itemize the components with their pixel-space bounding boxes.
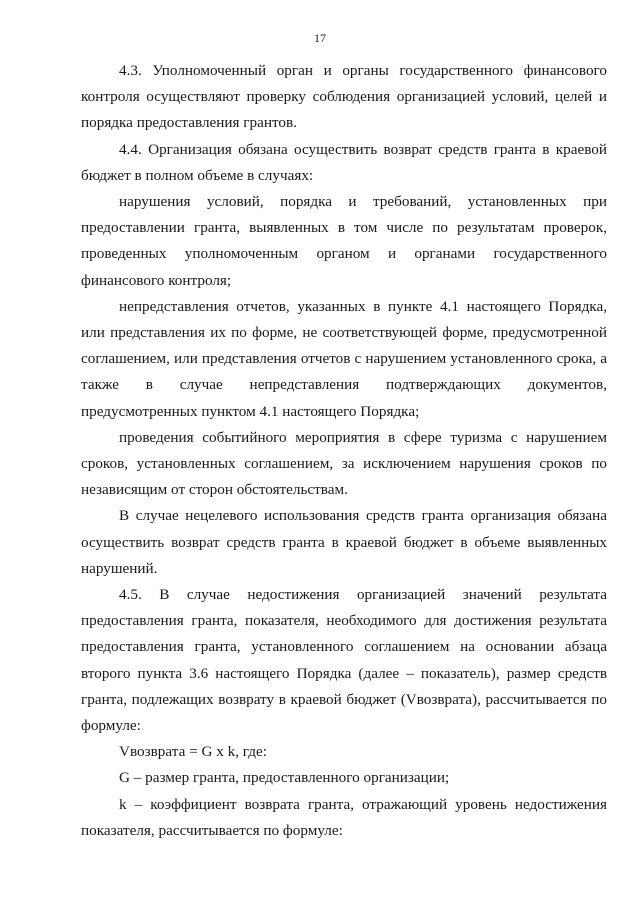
- paragraph-event-deadlines: проведения событийного мероприятия в сфере туризма с нарушением сроков, установленных соглашением, за исключением нарушения сроков по независящим от сторон обстоятельствам.: [81, 428, 607, 499]
- formula-refund: Vвозврата = G x k, где:: [119, 743, 267, 761]
- paragraph-misuse-of-funds: В случае нецелевого использования средств гранта организация обязана осуществить возврат средств гранта в краевой бюджет в объеме выявленных нарушений.: [81, 507, 607, 577]
- definition-k: k – коэффициент возврата гранта, отражающий уровень недостижения показателя, рассчитывается по формуле:: [81, 795, 607, 839]
- paragraph-4-4: 4.4. Организация обязана осуществить возврат средств гранта в краевой бюджет в полном объеме в случаях:: [81, 140, 607, 184]
- definition-g: G – размер гранта, предоставленного организации;: [119, 769, 450, 787]
- paragraph-reports-not-submitted: непредставления отчетов, указанных в пункте 4.1 настоящего Порядка, или представления их по форме, не соответствующей форме, предусмотренной соглашением, или представления отчетов с нарушением установленного срока, а также в случае непредставления подтверждающих документов, предусмотренных пунктом 4.1 настоящего Порядка;: [81, 297, 607, 420]
- paragraph-4-3: 4.3. Уполномоченный орган и органы государственного финансового контроля осуществляют проверку соблюдения организацией условий, целей и порядка предоставления грантов.: [81, 62, 607, 132]
- page-number: 17: [314, 31, 326, 45]
- paragraph-violation-conditions: нарушения условий, порядка и требований, установленных при предоставлении гранта, выявленных в том числе по результатам проверок, проведенных уполномоченным органом и органами государственного финансового контроля;: [81, 193, 607, 289]
- paragraph-4-5: 4.5. В случае недостижения организацией значений результата предоставления гранта, показателя, необходимого для достижения результата предоставления гранта, установленного соглашением на основании абзаца второго пункта 3.6 настоящего Порядка (далее – показатель), размер средств гранта, подлежащих возврату в краевой бюджет (Vвозврата), рассчитывается по формуле:: [81, 586, 607, 735]
- document-body: [81, 58, 607, 844]
